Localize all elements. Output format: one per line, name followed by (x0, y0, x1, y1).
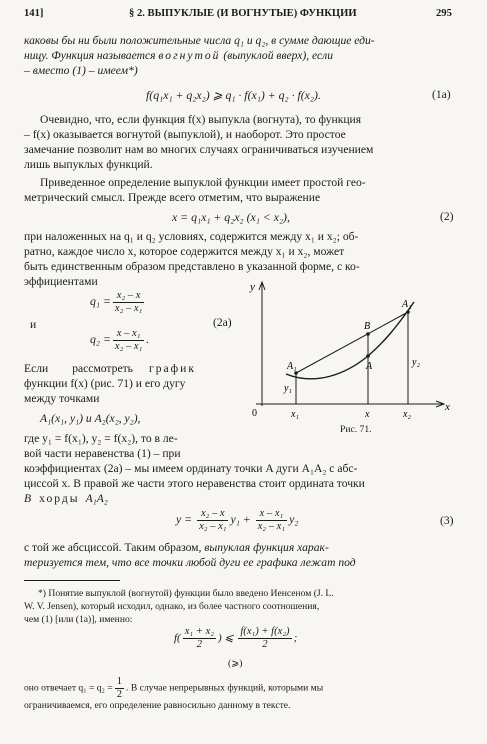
text-line: лишь выпуклых функций. (24, 158, 153, 171)
footnote-line: оно отвечает q₁ = q₂ = $\frac{1}{2}$ . В случае непрерывных функций, которыми мы (24, 676, 324, 700)
point-A2-dot (406, 310, 410, 314)
text-line: – вместо (1) – имеем*) (24, 64, 138, 77)
point-A1-label: A₁ (287, 361, 297, 372)
text-line: функции f(x) (рис. 71) и его дугу (24, 377, 186, 390)
function-curve (286, 302, 414, 379)
text-line: замечание позволит нам во многих случаях ограничиваться изучением (24, 143, 374, 156)
footnote-line: *) Понятие выпуклой (вогнутой) функции было введено Иенсеном (J. L. (38, 588, 334, 599)
equation-number: (3) (440, 514, 454, 527)
equation-number: (2) (440, 210, 454, 223)
point-A-dot (366, 354, 370, 358)
point-A2-label: A₂ (402, 299, 412, 310)
tick-x-label: x (365, 409, 370, 420)
y1-label: y₁ (284, 383, 292, 394)
text-line: теризуется тем, что все точки любой дуги ее графика лежат под (24, 556, 356, 569)
footnote-line: W. V. Jensen), который исходил, однако, из более частного соотношения, (24, 601, 320, 612)
equation-q1: q₁ = $\frac{\text{x₂ – x}}{\text{x₂ – x₁}}$ (90, 290, 143, 314)
text-line: Очевидно, что, если функция f(x) выпукла (вогнута), то функция (40, 113, 362, 126)
origin-label: 0 (252, 408, 257, 419)
tick-x1-label: x₁ (291, 409, 299, 420)
section-ref: 141] (24, 8, 44, 19)
text-line: быть единственным образом представлено в указанной форме, с ко- (24, 260, 360, 273)
equation-3: y = $\frac{\text{x₂ – x}}{\text{x₂ – x₁}}$ y₁ + $\frac{\text{x – x₁}}{\text{x₂ – x₁}}$ y₂ (176, 508, 299, 532)
text-line: каковы бы ни были положительные числа q₁ и q₂, в сумме дающие еди- (24, 34, 375, 47)
equation-number: (1a) (432, 88, 451, 101)
y2-label: y₂ (412, 357, 420, 368)
text-line: Приведенное определение выпуклой функции имеет простой гео- (40, 176, 366, 189)
figure-71 (246, 278, 454, 438)
equation-number: (2a) (213, 316, 232, 329)
equation-q2: q₂ = $\frac{\text{x – x₁}}{\text{x₂ – x₁}}$ . (90, 328, 150, 352)
footnote-alt-sign: (⩾) (228, 658, 243, 669)
footnote-line: ограничиваемся, его определение равносильно данному в тексте. (24, 700, 291, 711)
text-line: коэффициентах (2a) – мы имеем ординату точки A дуги A₁A₂ с абс- (24, 462, 358, 475)
tick-x2-label: x₂ (403, 409, 411, 420)
text-line: ратно, каждое число x, которое содержится между x₁ и x₂, может (24, 245, 345, 258)
jensen-inequality: f( $\frac{\text{x₁ + x₂}}{2}$ ) ⩽ $\frac{\text{f(x₁) + f(x₂)}}{2}$ ; (174, 626, 298, 650)
text-line: вой части неравенства (1) – при (24, 447, 181, 460)
equation-1a: f(q₁x₁ + q₂x₂) ⩾ q₁ · f(x₁) + q₂ · f(x₂). (146, 88, 321, 102)
text-line: Если рассмотреть график (24, 362, 197, 375)
text-line: с той же абсциссой. Таким образом, выпуклая функция харак- (24, 541, 329, 554)
point-A-label: A (366, 361, 373, 372)
point-B-dot (366, 332, 370, 336)
text-line: между точками (24, 392, 100, 405)
text-line: A₁(x₁, y₁) и A₂(x₂, y₂), (40, 412, 141, 425)
y-axis-label: y (250, 281, 255, 293)
text-and: и (30, 318, 37, 331)
running-head: § 2. ВЫПУКЛЫЕ (И ВОГНУТЫЕ) ФУНКЦИИ (129, 8, 357, 19)
text-line: при наложенных на q₁ и q₂ условиях, содержится между x₁ и x₂; об- (24, 230, 359, 243)
text-line: эффициентами (24, 275, 98, 288)
text-line: циссой x. В правой же части этого неравенства стоит ордината точки (24, 477, 365, 490)
point-B-label: B (364, 321, 371, 332)
text-line: где y₁ = f(x₁), y₂ = f(x₂), то в ле- (24, 432, 178, 445)
text-line: метрический смысл. Прежде всего отметим, что выражение (24, 191, 321, 204)
page-number: 295 (436, 8, 452, 19)
text-line: B хорды A₁A₂ (24, 492, 108, 505)
equation-2: x = q₁x₁ + q₂x₂ (x₁ < x₂), (172, 210, 290, 224)
footnote-rule (24, 580, 120, 581)
text-line: ницу. Функция называется вогнутой (выпуклой вверх), если (24, 49, 333, 62)
chord-A1A2 (296, 312, 408, 373)
x-axis-label: x (445, 401, 450, 413)
footnote-line: чем (1) [или (1a)], именно: (24, 614, 133, 625)
figure-caption: Рис. 71. (340, 424, 372, 435)
text-line: – f(x) оказывается вогнутой (выпуклой), и наоборот. Это простое (24, 128, 346, 141)
